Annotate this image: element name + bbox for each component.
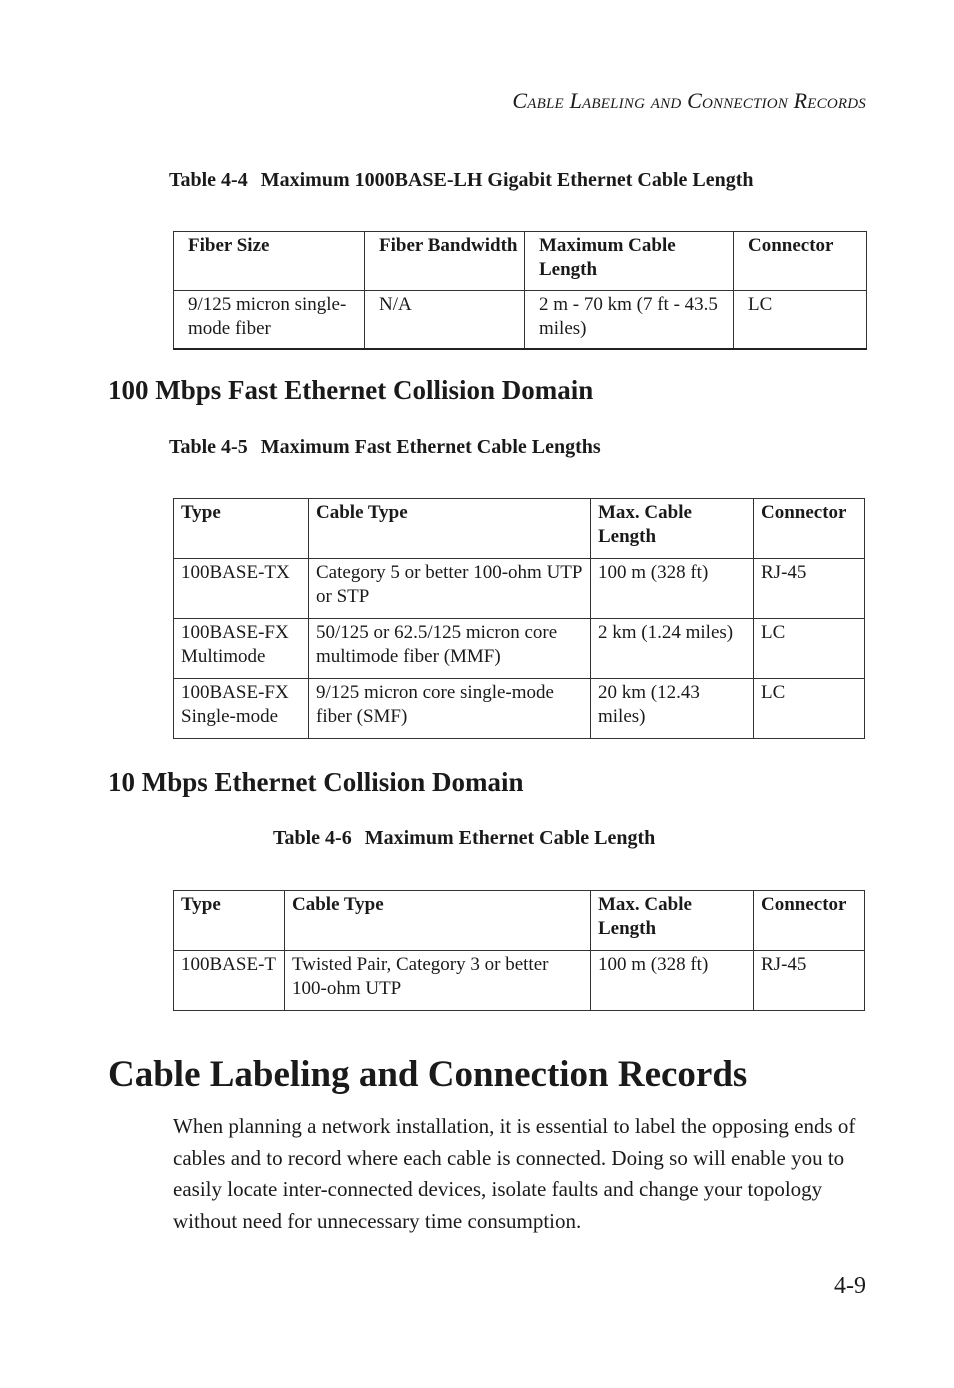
header-cell: Max. Cable Length <box>591 891 754 951</box>
table-caption-4-4 <box>169 169 754 192</box>
section-heading-fast-ethernet: 100 Mbps Fast Ethernet Collision Domain <box>108 375 594 405</box>
running-header: Cable Labeling and Connection Records <box>512 88 866 113</box>
table-header-row <box>174 499 865 559</box>
table-4-4 <box>173 231 867 350</box>
table-cell: 2 m - 70 km (7 ft - 43.5 miles) <box>525 291 734 349</box>
header-cell: Cable Type <box>285 891 591 951</box>
table-row <box>174 951 865 1011</box>
table-row <box>174 291 867 349</box>
table-cell: LC <box>734 291 867 349</box>
table-cell: Category 5 or better 100-ohm UTP or STP <box>309 559 591 619</box>
table-cell: 9/125 micron single-mode fiber <box>174 291 365 349</box>
table-4-5 <box>173 498 865 739</box>
header-cell: Connector <box>754 891 865 951</box>
header-cell: Maximum Cable Length <box>525 232 734 291</box>
table-row <box>174 619 865 679</box>
table-cell: 100BASE-TX <box>174 559 309 619</box>
table-cell: 9/125 micron core single-mode fiber (SMF) <box>309 679 591 739</box>
caption-number: Table 4-6 <box>273 827 352 849</box>
page-number: 4-9 <box>834 1273 866 1299</box>
body-paragraph: When planning a network installation, it is essential to label the opposing ends of cables and to record where each cable is connected. Doing so will enable you to easily locate inter-connected devices, isolate faults and change your topology without need for unnecessary time consumption. <box>173 1114 856 1233</box>
table-cell: 100BASE-T <box>174 951 285 1011</box>
table-header-row <box>174 891 865 951</box>
table-cell: N/A <box>365 291 525 349</box>
table-cell: RJ-45 <box>754 559 865 619</box>
caption-title: Maximum Ethernet Cable Length <box>364 827 656 849</box>
header-cell: Connector <box>734 232 867 291</box>
table-cell: 100BASE-FX Single-mode <box>174 679 309 739</box>
section-heading-ethernet: 10 Mbps Ethernet Collision Domain <box>108 767 524 797</box>
table-cell: 100 m (328 ft) <box>591 951 754 1011</box>
table-row <box>174 559 865 619</box>
table-4-6 <box>173 890 865 1011</box>
table-cell: RJ-45 <box>754 951 865 1011</box>
main-section-heading: Cable Labeling and Connection Records <box>108 1054 748 1095</box>
header-cell: Fiber Bandwidth <box>365 232 525 291</box>
header-cell: Fiber Size <box>174 232 365 291</box>
table-cell: 50/125 or 62.5/125 micron core multimode fiber (MMF) <box>309 619 591 679</box>
table-cell: LC <box>754 619 865 679</box>
table-cell: Twisted Pair, Category 3 or better 100-ohm UTP <box>285 951 591 1011</box>
table-caption-4-5 <box>169 436 601 459</box>
caption-number: Table 4-5 <box>169 436 248 458</box>
table-cell: 2 km (1.24 miles) <box>591 619 754 679</box>
header-cell: Cable Type <box>309 499 591 559</box>
table-header-row <box>174 232 867 291</box>
header-cell: Type <box>174 891 285 951</box>
caption-number: Table 4-4 <box>169 169 248 191</box>
header-cell: Type <box>174 499 309 559</box>
caption-title: Maximum Fast Ethernet Cable Lengths <box>260 436 601 458</box>
table-caption-4-6 <box>273 827 655 850</box>
table-cell: LC <box>754 679 865 739</box>
table-cell: 100 m (328 ft) <box>591 559 754 619</box>
table-cell: 100BASE-FX Multimode <box>174 619 309 679</box>
header-cell: Max. Cable Length <box>591 499 754 559</box>
table-row <box>174 679 865 739</box>
caption-title: Maximum 1000BASE-LH Gigabit Ethernet Cable Length <box>260 169 754 191</box>
table-cell: 20 km (12.43 miles) <box>591 679 754 739</box>
header-cell: Connector <box>754 499 865 559</box>
